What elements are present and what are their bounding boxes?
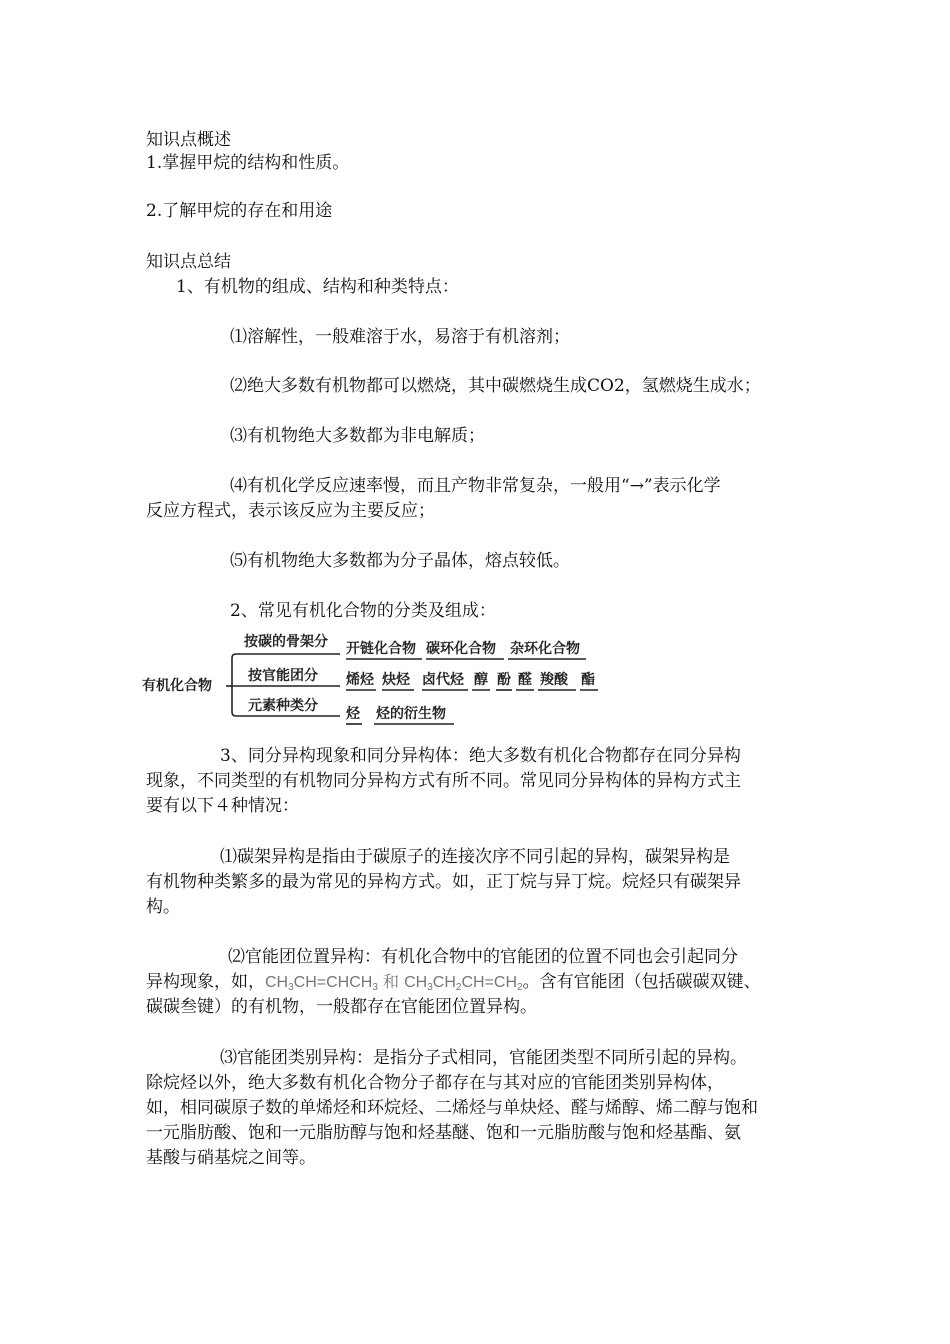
section-3-line-3: 要有以下４种情况： [146, 796, 299, 816]
branch-elements: 元素种类分 [248, 698, 318, 714]
formula-but-2-ene: $CH_3CH=CHCH_3$ [265, 974, 378, 993]
isomer-2-prefix: 异构现象，如， [146, 972, 265, 992]
carbocyclic-compound: 碳环化合物 [426, 641, 496, 657]
point-3: ⑶有机物绝大多数都为非电解质； [230, 426, 485, 446]
isomer-2-line-1: ⑵官能团位置异构：有机化合物中的官能团的位置不同也会引起同分 [228, 947, 738, 967]
formula-but-1-ene: $CH_3CH_2CH=CH_2$ [404, 974, 523, 993]
section-1-title: 1、有机物的组成、结构和种类特点： [176, 277, 459, 297]
alkyne: 炔烃 [382, 672, 410, 688]
ester: 酯 [581, 672, 595, 688]
overview-item-1: 1.掌握甲烷的结构和性质。 [146, 153, 350, 173]
point-4-line-1: ⑷有机化学反应速率慢，而且产物非常复杂，一般用“→”表示化学 [230, 476, 721, 496]
isomer-3-line-5: 基酸与硝基烷之间等。 [146, 1148, 316, 1168]
point-4-line-2: 反应方程式，表示该反应为主要反应； [146, 501, 435, 521]
branch-functional-group: 按官能团分 [248, 668, 318, 684]
alcohol: 醇 [474, 672, 488, 688]
section-3-line-1: 3、同分异构现象和同分异构体：绝大多数有机化合物都存在同分异构 [220, 746, 741, 766]
branch-skeleton: 按碳的骨架分 [244, 634, 328, 650]
isomer-2-line-2 [146, 970, 761, 995]
isomer-1-line-3: 构。 [146, 897, 180, 917]
isomer-3-line-4: 一元脂肪酸、饱和一元脂肪醇与饱和烃基醚、饱和一元脂肪酸与饱和烃基酯、氨 [146, 1123, 741, 1143]
classification-diagram [140, 628, 610, 728]
isomer-1-line-1: ⑴碳架异构是指由于碳原子的连接次序不同引起的异构，碳架异构是 [220, 847, 730, 867]
alkene: 烯烃 [346, 672, 374, 688]
connector-and: 和 [383, 972, 400, 991]
heterocyclic-compound: 杂环化合物 [510, 641, 580, 657]
section-3-line-2: 现象，不同类型的有机物同分异构方式有所不同。常见同分异构体的异构方式主 [146, 771, 741, 791]
summary-heading: 知识点总结 [146, 252, 231, 272]
point-1: ⑴溶解性，一般难溶于水，易溶于有机溶剂； [230, 327, 570, 347]
phenol: 酚 [497, 672, 511, 688]
isomer-3-line-2: 除烷烃以外，绝大多数有机化合物分子都存在与其对应的官能团类别异构体， [146, 1073, 724, 1093]
carboxylic-acid: 羧酸 [540, 672, 568, 688]
open-chain-compound: 开链化合物 [346, 641, 416, 657]
isomer-3-line-3: 如，相同碳原子数的单烯烃和环烷烃、二烯烃与单炔烃、醛与烯醇、烯二醇与饱和 [146, 1098, 758, 1118]
aldehyde: 醛 [518, 672, 532, 688]
isomer-1-line-2: 有机物种类繁多的最为常见的异构方式。如，正丁烷与异丁烷。烷烃只有碳架异 [146, 872, 741, 892]
halohydrocarbon: 卤代烃 [422, 672, 464, 688]
point-2: ⑵绝大多数有机物都可以燃烧，其中碳燃烧生成CO2，氢燃烧生成水； [230, 376, 761, 396]
section-2-title: 2、常见有机化合物的分类及组成： [230, 601, 496, 621]
isomer-2-line-3: 碳碳叁键）的有机物，一般都存在官能团位置异构。 [146, 997, 537, 1017]
isomer-2-suffix: 。含有官能团（包括碳碳双键、 [522, 972, 761, 992]
overview-item-2: 2.了解甲烷的存在和用途 [146, 201, 333, 221]
overview-heading: 知识点概述 [146, 130, 231, 150]
isomer-3-line-1: ⑶官能团类别异构：是指分子式相同，官能团类型不同所引起的异构。 [220, 1048, 747, 1068]
hydrocarbon-derivative: 烃的衍生物 [376, 706, 446, 722]
point-5: ⑸有机物绝大多数都为分子晶体，熔点较低。 [230, 551, 570, 571]
hydrocarbon: 烃 [346, 706, 360, 722]
diagram-root: 有机化合物 [142, 678, 212, 694]
